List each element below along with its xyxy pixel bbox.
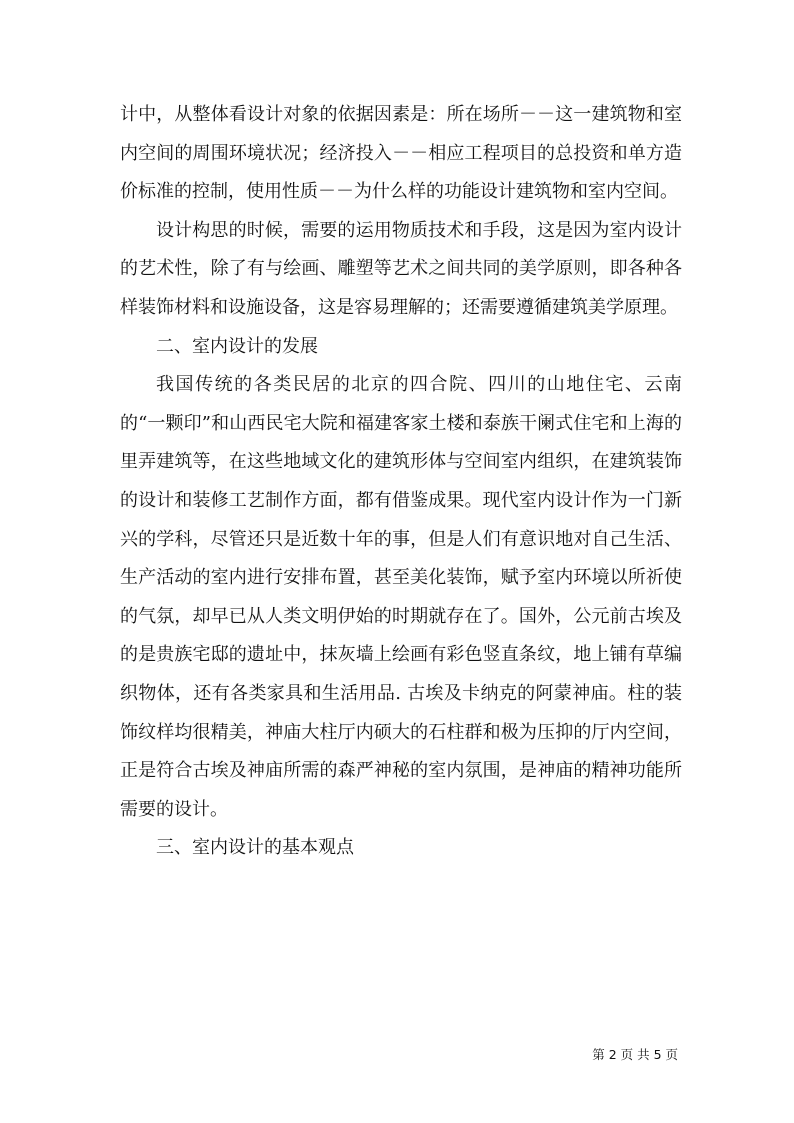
paragraph-continuation: 计中，从整体看设计对象的依据因素是：所在场所－－这一建筑物和室内空间的周围环境状况；经济投入－－相应工程项目的总投资和单方造价标准的控制，使用性质－－为什么样的功能设计建筑物和室内空间。 (120, 104, 682, 203)
paragraph-development: 我国传统的各类民居的北京的四合院、四川的山地住宅、云南的“一颗印”和山西民宅大院和福建客家土楼和泰族干阑式住宅和上海的里弄建筑等，在这些地域文化的建筑形体与空间室内组织，在建筑装饰的设计和装修工艺制作方面，都有借鉴成果。现代室内设计作为一门新兴的学科，尽管还只是近数十年的事，但是人们有意识地对自己生活、生产活动的室内进行安排布置，甚至美化装饰，赋予室内环境以所祈使的气氛，却早已从人类文明伊始的时期就存在了。国外，公元前古埃及的是贵族宅邸的遗址中，抹灰墙上绘画有彩色竖直条纹，地上铺有草编织物体，还有各类家具和生活用品. 古埃及卡纳克的阿蒙神庙。柱的装饰纹样均很精美，神庙大柱厅内硕大的石柱群和极为压抑的厅内空间，正是符合古埃及神庙所需的森严神秘的室内氛围，是神庙的精神功能所需要的设计。 (120, 374, 682, 820)
section-heading-basic-views: 三、室内设计的基本观点 (156, 837, 354, 859)
page-number: 第 2 页 共 5 页 (592, 1047, 678, 1062)
document-body (120, 96, 682, 868)
paragraph-design-concept: 设计构思的时候，需要的运用物质技术和手段，这是因为室内设计的艺术性，除了有与绘画、雕塑等艺术之间共同的美学原则，即各种各样装饰材料和设施设备，这是容易理解的；还需要遵循建筑美学原理。 (120, 219, 682, 318)
section-heading-development: 二、室内设计的发展 (156, 335, 318, 357)
